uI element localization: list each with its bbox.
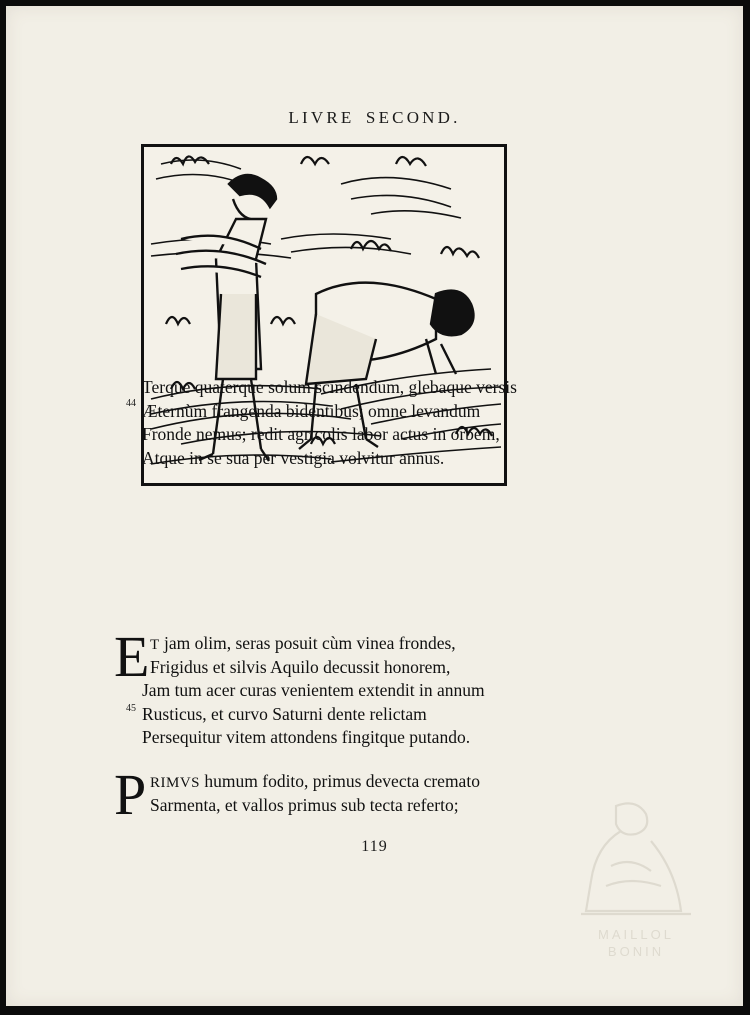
line-number: 45 [126, 703, 136, 714]
blind-stamp-figure-icon [571, 796, 701, 926]
small-caps-text: T [150, 637, 160, 653]
verse-line: Persequitur vitem attondens fingitque putando. [142, 727, 471, 747]
running-head: LIVRE SECOND. [288, 108, 461, 127]
verse-line: Fronde nemus; redit agricolis labor actus in orbem, [142, 424, 500, 444]
line-number: 44 [126, 398, 136, 409]
verse-line [142, 770, 602, 794]
blind-stamp-text: BONIN [607, 944, 665, 959]
page-number: 119 [361, 838, 388, 855]
stanza-1 [142, 376, 602, 470]
verse-line: Æternùm frangenda bidentibus; omne levandum [142, 400, 481, 421]
drop-cap: E [114, 624, 150, 689]
verse-line: Terque quaterque solum scindendum, glebaque versis [142, 377, 517, 397]
verse-line: Frigidus et silvis Aquilo decussit honorem, [150, 656, 451, 677]
verse-line: Rusticus, et curvo Saturni dente relictam [142, 703, 427, 724]
stanza-3 [142, 770, 602, 817]
stanza-2 [142, 632, 602, 750]
blind-stamp [571, 796, 701, 966]
small-caps-text: RIMVS [150, 775, 201, 791]
verse-line: Sarmenta, et vallos primus sub tecta referto; [150, 794, 459, 815]
blind-stamp-text: MAILLOL [598, 927, 674, 942]
drop-cap: P [114, 762, 147, 827]
verse-line: Atque in se sua per vestigia volvitur annus. [142, 447, 445, 468]
verse-line [142, 632, 602, 656]
verse-line-text: jam olim, seras posuit cùm vinea frondes, [159, 633, 456, 653]
verse-line-text: humum fodito, primus devecta cremato [200, 771, 480, 791]
book-page [6, 6, 743, 1006]
verse-line: Jam tum acer curas venientem extendit in annum [142, 680, 485, 700]
